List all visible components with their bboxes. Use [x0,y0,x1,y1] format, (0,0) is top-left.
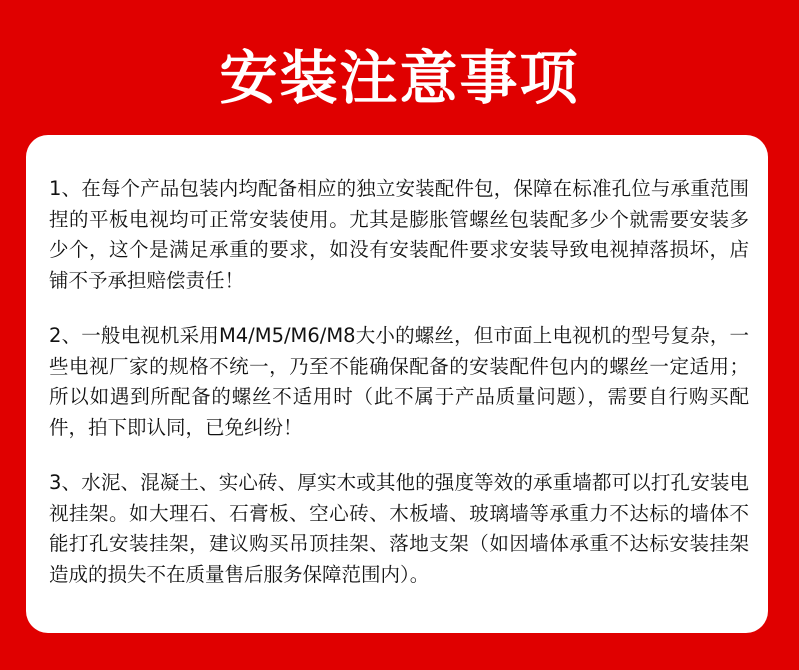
note-item-2: 2、一般电视机采用M4/M5/M6/M8大小的螺丝，但市面上电视机的型号复杂，一些电视厂家的规格不统一，乃至不能确保配备的安装配件包内的螺丝一定适用；所以如遇到所配备的螺丝不适用时（此不属于产品质量问题），需要自行购买配件，拍下即认同，已免纠纷！ [49,324,749,439]
note-item-3: 3、水泥、混凝土、实心砖、厚实木或其他的强度等效的承重墙都可以打孔安装电视挂架。如大理石、石膏板、空心砖、木板墙、玻璃墙等承重力不达标的墙体不能打孔安装挂架，建议购买吊顶挂架、落地支架（如因墙体承重不达标安装挂架造成的损失不在质量售后服务保障范围内）。 [49,471,749,586]
notice-card [26,135,768,633]
note-item-1: 1、在每个产品包装内均配备相应的独立安装配件包，保障在标准孔位与承重范围捏的平板电视均可正常安装使用。尤其是膨胀管螺丝包装配多少个就需要安装多少个，这个是满足承重的要求，如没有安装配件要求安装导致电视掉落损坏，店铺不予承担赔偿责任！ [49,177,749,292]
page-title: 安装注意事项 [219,44,580,112]
